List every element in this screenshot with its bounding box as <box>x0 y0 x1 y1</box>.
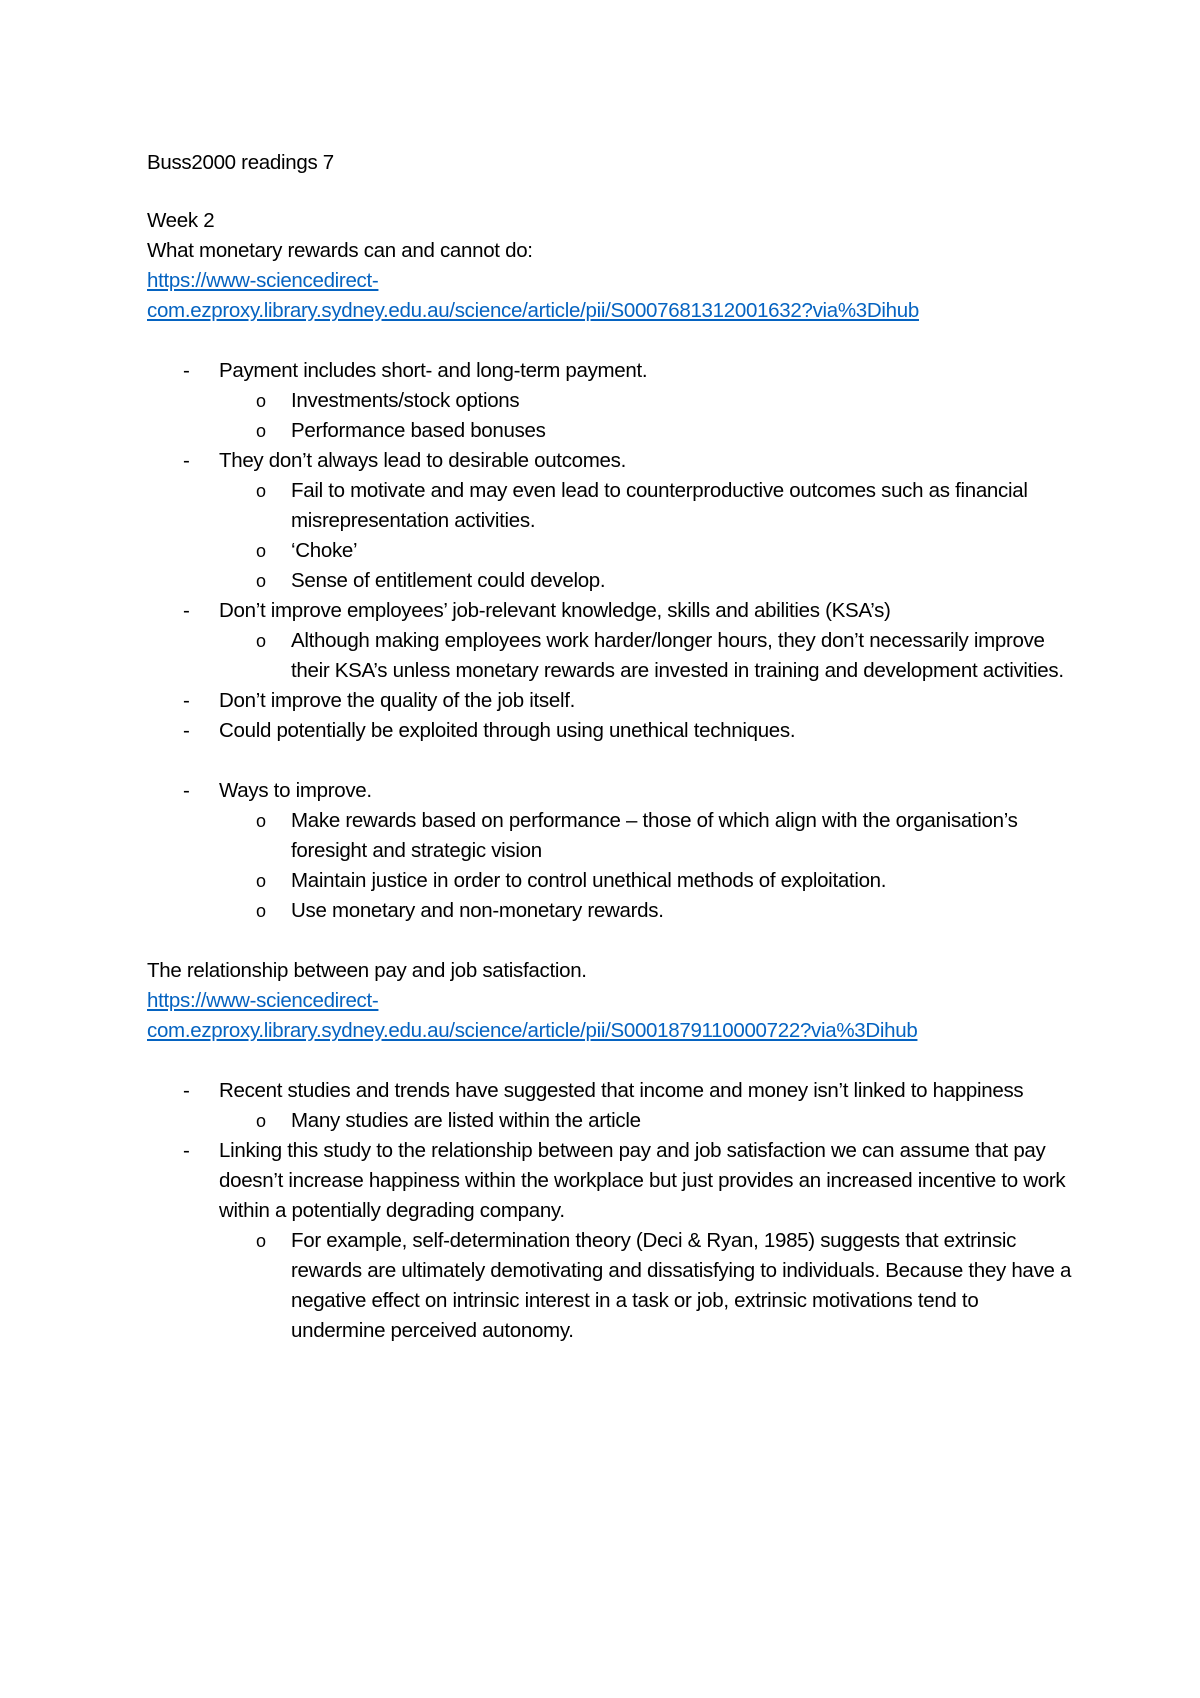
circle-bullet-icon: o <box>256 1111 266 1131</box>
sub-list-item <box>147 626 1077 686</box>
circle-bullet-icon: o <box>256 631 266 651</box>
list-item <box>147 716 1077 746</box>
sub-list-item <box>147 416 1077 446</box>
section2-link[interactable] <box>147 986 1077 1046</box>
circle-bullet-icon: o <box>256 481 266 501</box>
sub-list-item <box>147 896 1077 926</box>
dash-marker: - <box>183 1079 190 1102</box>
circle-bullet-icon: o <box>256 421 266 441</box>
list-item <box>147 1136 1077 1226</box>
list-item <box>147 596 1077 626</box>
dash-marker: - <box>183 779 190 802</box>
list-item <box>147 686 1077 716</box>
list-item-text: Ways to improve. <box>219 779 372 802</box>
sub-list-item-text: Maintain justice in order to control unethical methods of exploitation. <box>291 869 887 892</box>
sub-list-item-text: Many studies are listed within the article <box>291 1109 641 1132</box>
document-page <box>147 148 1077 1346</box>
week-label: Week 2 <box>147 209 215 232</box>
circle-bullet-icon: o <box>256 571 266 591</box>
section1-list <box>147 356 1077 746</box>
section1-link-line1[interactable]: https://www-sciencedirect- <box>147 269 379 292</box>
sub-list-item-text: Fail to motivate and may even lead to counterproductive outcomes such as financial misrepresentation activities. <box>291 479 1028 532</box>
circle-bullet-icon: o <box>256 871 266 891</box>
section1-link[interactable] <box>147 266 1077 326</box>
circle-bullet-icon: o <box>256 1231 266 1251</box>
section1-heading: What monetary rewards can and cannot do: <box>147 239 533 262</box>
sub-list-item-text: Performance based bonuses <box>291 419 546 442</box>
section2-heading: The relationship between pay and job satisfaction. <box>147 959 587 982</box>
sub-list-item <box>147 566 1077 596</box>
sub-list-item-text: Investments/stock options <box>291 389 520 412</box>
circle-bullet-icon: o <box>256 391 266 411</box>
sub-list-item-text: Sense of entitlement could develop. <box>291 569 606 592</box>
sub-list-item <box>147 1226 1077 1346</box>
list-item-text: Payment includes short- and long-term payment. <box>219 359 648 382</box>
dash-marker: - <box>183 1139 190 1162</box>
section2-link-line2[interactable]: com.ezproxy.library.sydney.edu.au/science/article/pii/S0001879110000722?via%3Dihub <box>147 1019 918 1042</box>
dash-marker: - <box>183 449 190 472</box>
list-item-text: Recent studies and trends have suggested that income and money isn’t linked to happiness <box>219 1079 1024 1102</box>
circle-bullet-icon: o <box>256 811 266 831</box>
list-item <box>147 446 1077 476</box>
sub-list-item <box>147 386 1077 416</box>
section2-link-line1[interactable]: https://www-sciencedirect- <box>147 989 379 1012</box>
section2-list <box>147 1076 1077 1346</box>
sub-list-item <box>147 1106 1077 1136</box>
sub-list-item <box>147 536 1077 566</box>
dash-marker: - <box>183 719 190 742</box>
sub-list-item-text: Make rewards based on performance – those of which align with the organisation’s foresight and strategic vision <box>291 809 1018 862</box>
sub-list-item-text: For example, self-determination theory (Deci & Ryan, 1985) suggests that extrinsic rewards are ultimately demotivating and dissatisfying to individuals. Because they have a negative effect on intrinsic interest in a task or job, extrinsic motivations tend to undermine perceived autonomy. <box>291 1229 1072 1342</box>
section1-improve-list <box>147 776 1077 926</box>
document-title: Buss2000 readings 7 <box>147 151 334 174</box>
list-item-text: They don’t always lead to desirable outcomes. <box>219 449 626 472</box>
sub-list-item <box>147 476 1077 536</box>
list-item-text: Don’t improve employees’ job-relevant knowledge, skills and abilities (KSA’s) <box>219 599 891 622</box>
list-item-text: Linking this study to the relationship between pay and job satisfaction we can assume that pay doesn’t increase happiness within the workplace but just provides an increased incentive to work within a potentially degrading company. <box>219 1139 1066 1222</box>
dash-marker: - <box>183 599 190 622</box>
circle-bullet-icon: o <box>256 901 266 921</box>
section1-link-line2[interactable]: com.ezproxy.library.sydney.edu.au/science/article/pii/S0007681312001632?via%3Dihub <box>147 299 919 322</box>
circle-bullet-icon: o <box>256 541 266 561</box>
sub-list-item-text: Use monetary and non-monetary rewards. <box>291 899 664 922</box>
sub-list-item <box>147 866 1077 896</box>
list-item <box>147 1076 1077 1106</box>
list-item-text: Don’t improve the quality of the job itself. <box>219 689 575 712</box>
dash-marker: - <box>183 359 190 382</box>
list-item-text: Could potentially be exploited through using unethical techniques. <box>219 719 796 742</box>
list-item <box>147 356 1077 386</box>
dash-marker: - <box>183 689 190 712</box>
sub-list-item-text: ‘Choke’ <box>291 539 358 562</box>
sub-list-item-text: Although making employees work harder/longer hours, they don’t necessarily improve their KSA’s unless monetary rewards are invested in training and development activities. <box>291 629 1064 682</box>
sub-list-item <box>147 806 1077 866</box>
list-item <box>147 776 1077 806</box>
